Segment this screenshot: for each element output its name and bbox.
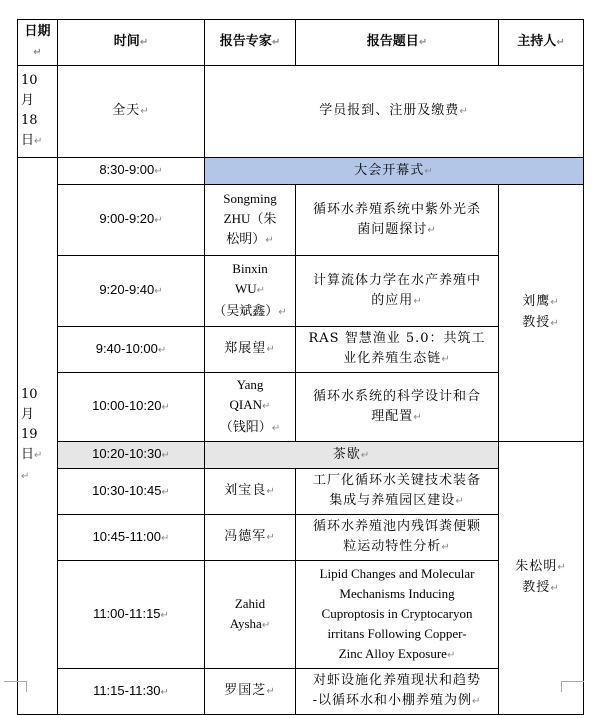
day2-date: 10 月 19 日↵ ↵ (18, 158, 58, 715)
host-1: 刘鹰↵ 教授↵ (499, 185, 584, 442)
day1-time: 全天↵ (58, 66, 205, 158)
opening-time: 8:30-9:00↵ (58, 158, 205, 185)
break-time: 10:20-10:30↵ (58, 442, 205, 469)
session-time: 9:00-9:20↵ (58, 185, 205, 256)
session-topic: RAS 智慧渔业 5.0：共筑工 业化养殖生态链↵ (296, 327, 499, 373)
header-time: 时间↵ (58, 20, 205, 66)
session-topic: 工厂化循环水关键技术装备 集成与养殖园区建设↵ (296, 469, 499, 515)
session-expert: 郑展望↵ (205, 327, 296, 373)
session-topic: 计算流体力学在水产养殖中 的应用↵ (296, 256, 499, 327)
session-expert: 罗国芝↵ (205, 669, 296, 715)
session-time: 10:30-10:45↵ (58, 469, 205, 515)
day1-date: 10 月 18 日↵ (18, 66, 58, 158)
break-row (18, 442, 584, 469)
header-host: 主持人↵ (499, 20, 584, 66)
host-2: 朱松明↵ 教授↵ (499, 442, 584, 715)
header-topic: 报告题目↵ (296, 20, 499, 66)
session-row (18, 185, 584, 256)
session-time: 9:20-9:40↵ (58, 256, 205, 327)
session-topic: 循环水养殖池内残饵粪便颗 粒运动特性分析↵ (296, 515, 499, 561)
session-time: 10:00-10:20↵ (58, 373, 205, 442)
session-expert: Zahid Aysha↵ (205, 561, 296, 669)
session-time: 11:00-11:15↵ (58, 561, 205, 669)
header-row (18, 20, 584, 66)
day1-event: 学员报到、注册及缴费↵ (205, 66, 584, 158)
session-topic: 对虾设施化养殖现状和趋势 -以循环水和小棚养殖为例↵ (296, 669, 499, 715)
page-corner-mark-right (561, 681, 584, 692)
session-time: 11:15-11:30↵ (58, 669, 205, 715)
session-topic: 循环水养殖系统中紫外光杀 菌问题探讨↵ (296, 185, 499, 256)
header-date: 日期↵ (18, 20, 58, 66)
session-topic: 循环水系统的科学设计和合 理配置↵ (296, 373, 499, 442)
break-title: 茶歇↵ (205, 442, 499, 469)
schedule-table (17, 19, 584, 715)
session-expert: Yang QIAN↵ （钱阳）↵ (205, 373, 296, 442)
session-expert: Binxin WU↵ （吴斌鑫）↵ (205, 256, 296, 327)
opening-row (18, 158, 584, 185)
session-expert: Songming ZHU（朱 松明）↵ (205, 185, 296, 256)
session-expert: 刘宝良↵ (205, 469, 296, 515)
day1-row (18, 66, 584, 158)
session-topic: Lipid Changes and Molecular Mechanisms Inducing Cuproptosis in Cryptocaryon irritans Following Copper- Zinc Alloy Exposure↵ (296, 561, 499, 669)
page-corner-mark-left (4, 681, 27, 692)
header-expert: 报告专家↵ (205, 20, 296, 66)
session-time: 9:40-10:00↵ (58, 327, 205, 373)
session-expert: 冯德军↵ (205, 515, 296, 561)
session-time: 10:45-11:00↵ (58, 515, 205, 561)
opening-title: 大会开幕式↵ (205, 158, 584, 185)
